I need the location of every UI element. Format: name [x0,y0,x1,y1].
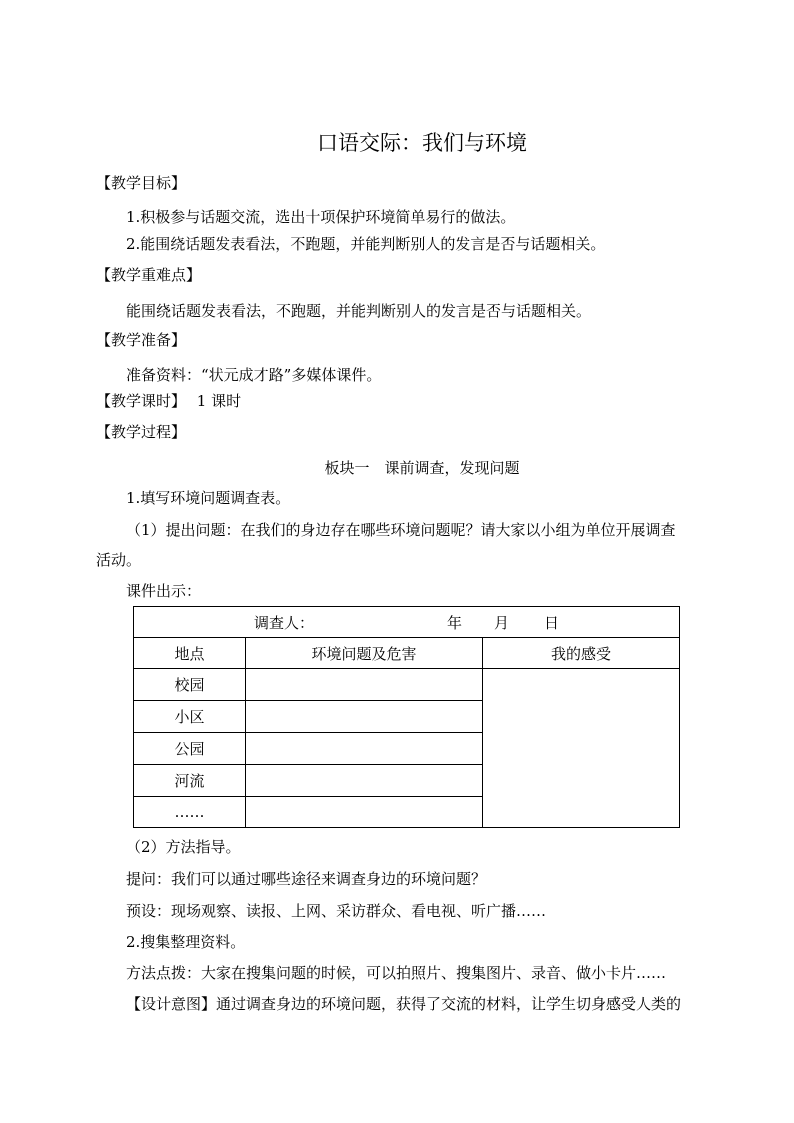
key-points-heading: 【教学重难点】 [96,266,202,284]
question-text: 提问：我们可以通过哪些途径来调查身边的环境问题？ [126,870,487,888]
header-location: 地点 [134,638,246,669]
location-cell: 校园 [134,669,246,701]
process-heading: 【教学过程】 [96,423,187,441]
hours-value: 1 课时 [196,392,242,410]
sub-step-2: （2）方法指导。 [126,838,241,856]
date-cell [134,607,680,638]
table-row [134,607,680,638]
sub-step-1-line-1: （1）提出问题：在我们的身边存在哪些环境问题呢？请大家以小组为单位开展调查 [126,521,676,539]
location-cell: 小区 [134,701,246,733]
problem-cell [246,669,483,701]
prep-text: 准备资料：“状元成才路”多媒体课件。 [126,366,382,384]
location-cell: 河流 [134,765,246,797]
survey-table [133,606,680,828]
step-1: 1.填写环境问题调查表。 [126,489,291,507]
page-title: 口语交际：我们与环境 [317,131,527,155]
header-feelings: 我的感受 [483,638,680,669]
goal-item-2: 2.能围绕话题发表看法，不跑题，并能判断别人的发言是否与话题相关。 [126,235,606,253]
sub-step-1-line-2: 活动。 [96,551,142,569]
prep-heading: 【教学准备】 [96,331,187,349]
location-cell: 公园 [134,733,246,765]
day-label: 日 [544,614,560,632]
design-intent: 【设计意图】通过调查身边的环境问题，获得了交流的材料，让学生切身感受人类的 [126,995,682,1013]
hours-line [96,390,241,411]
problem-cell [246,765,483,797]
goals-heading: 【教学目标】 [96,174,187,192]
problem-cell [246,797,483,828]
month-label: 月 [494,614,510,632]
location-cell: …… [134,797,246,828]
header-problems: 环境问题及危害 [246,638,483,669]
hours-heading: 【教学课时】 [96,392,187,410]
goal-item-1: 1.积极参与话题交流，选出十项保护环境简单易行的做法。 [126,208,516,226]
table-header-row [134,638,680,669]
preset-text: 预设：现场观察、读报、上网、采访群众、看电视、听广播…… [126,902,547,920]
step-2: 2.搜集整理资料。 [126,933,246,951]
problem-cell [246,701,483,733]
courseware-label: 课件出示： [126,582,202,600]
key-points-text: 能围绕话题发表看法，不跑题，并能判断别人的发言是否与话题相关。 [126,302,592,320]
block-1-heading: 板块一 课前调查，发现问题 [324,459,520,477]
problem-cell [246,733,483,765]
year-label: 年 [447,614,463,632]
feelings-cell [483,669,680,828]
tip-text: 方法点拨：大家在搜集问题的时候，可以拍照片、搜集图片、录音、做小卡片…… [126,964,667,982]
table-row [134,669,680,701]
investigator-label: 调查人： [254,614,315,632]
